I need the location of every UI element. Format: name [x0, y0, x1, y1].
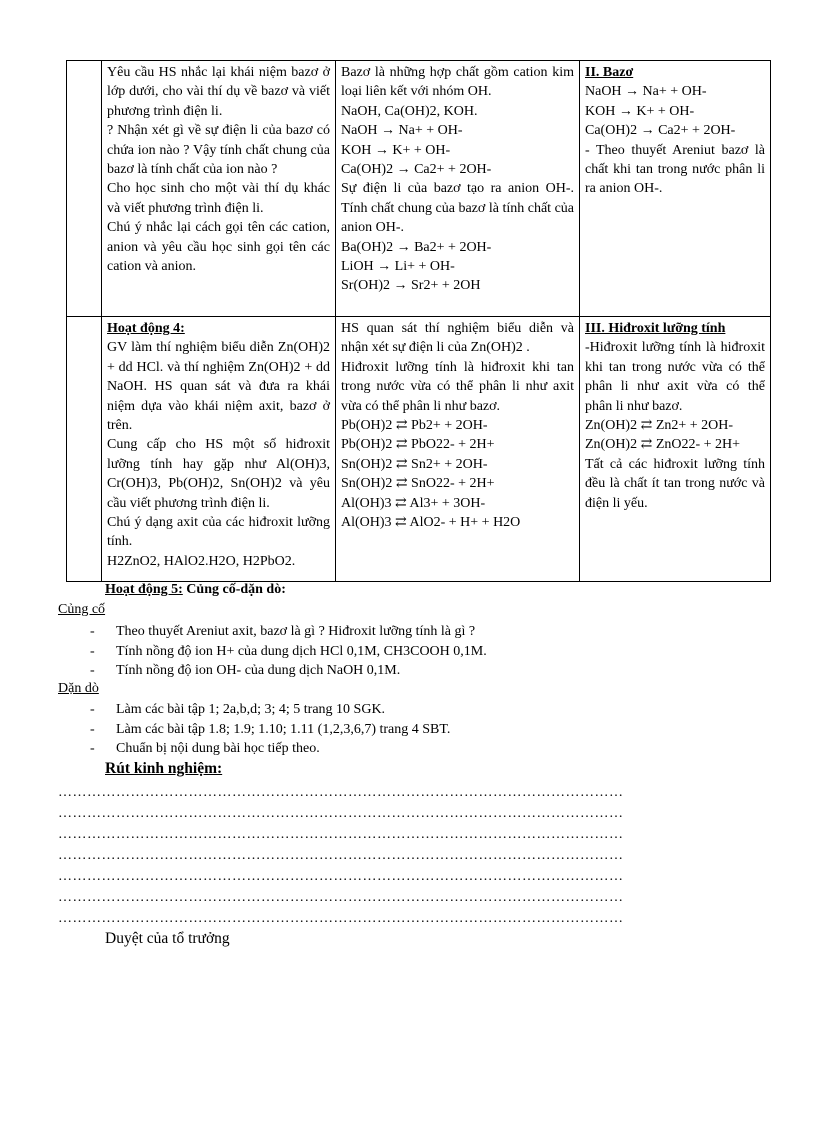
student-paragraph: HS quan sát thí nghiệm biểu diễn và nhận xét sự điện li của Zn(OH)2 . — [341, 321, 574, 356]
equation: Pb(OH)2 ⇄ Pb2+ + 2OH- — [341, 418, 488, 434]
consolidate-heading: Củng cố — [58, 602, 106, 617]
list-item: - Làm các bài tập 1.8; 1.9; 1.10; 1.11 (1,2,3,6,7) trang 4 SBT. — [90, 720, 450, 740]
dotted-line: ……………………………………………………………………………………………………… — [58, 911, 624, 926]
table-row — [67, 317, 771, 582]
equation: KOH → K+ + OH- — [585, 103, 695, 119]
teacher-activity-cell — [102, 317, 336, 582]
dotted-line: ……………………………………………………………………………………………………… — [58, 806, 624, 821]
equation: Ba(OH)2 → Ba2+ + 2OH- — [341, 239, 492, 255]
equation: Al(OH)3 ⇄ AlO2- + H+ + H2O — [341, 515, 521, 531]
teacher-paragraph: Cho học sinh cho một vài thí dụ khác và viết phương trình điện li. — [107, 181, 330, 216]
dotted-line: ……………………………………………………………………………………………………… — [58, 848, 624, 863]
teacher-paragraph: Yêu cầu HS nhắc lại khái niệm bazơ ở lớp dưới, cho vài thí dụ về bazơ và viết phương trình điện li. — [107, 65, 330, 119]
list-item: - Làm các bài tập 1; 2a,b,d; 3; 4; 5 trang 10 SGK. — [90, 700, 450, 720]
equation: LiOH → Li+ + OH- — [341, 259, 455, 275]
equation: NaOH → Na+ + OH- — [341, 123, 463, 139]
equation: Sr(OH)2 → Sr2+ + 2OH — [341, 278, 481, 294]
equation: Sn(OH)2 ⇄ Sn2+ + 2OH- — [341, 456, 488, 472]
approval-text: Duyệt của tổ trưởng — [105, 930, 230, 947]
list-item: - Chuẩn bị nội dung bài học tiếp theo. — [90, 739, 450, 759]
lesson-table — [66, 60, 771, 582]
activity-5-heading — [105, 582, 286, 598]
student-activity-cell — [336, 317, 580, 582]
empty-cell — [67, 317, 102, 582]
dotted-line: ……………………………………………………………………………………………………… — [58, 869, 624, 884]
activity-5-text: Củng cố-dặn dò: — [186, 582, 286, 597]
teacher-paragraph: ? Nhận xét gì về sự điện li của bazơ có chứa ion nào ? Vậy tính chất chung của bazơ là tính chất của ion nào ? — [107, 123, 330, 178]
activity-title: Hoạt động 4: — [107, 321, 185, 336]
equation: Al(OH)3 ⇄ Al3+ + 3OH- — [341, 495, 486, 511]
content-cell — [580, 317, 771, 582]
list-item: - Tính nồng độ ion OH- của dung dịch NaOH 0,1M. — [90, 661, 487, 681]
experience-heading: Rút kinh nghiệm: — [105, 760, 223, 777]
equation: Zn(OH)2 ⇄ Zn2+ + 2OH- — [585, 418, 734, 434]
homework-heading: Dặn dò — [58, 681, 99, 696]
consolidate-list — [90, 622, 487, 681]
student-paragraph: Bazơ là những hợp chất gồm cation kim loại liên kết với nhóm OH. — [341, 65, 574, 100]
empty-cell — [67, 61, 102, 317]
definition: -Hiđroxit lưỡng tính là hiđroxit khi tan trong nước vừa có thể phân li như axit vừa có thể phân li như bazơ. — [585, 340, 765, 414]
dotted-line: ……………………………………………………………………………………………………… — [58, 785, 624, 800]
equation: Ca(OH)2 → Ca2+ + 2OH- — [585, 123, 736, 139]
equation: KOH → K+ + OH- — [341, 142, 451, 158]
table-row — [67, 61, 771, 317]
student-paragraph: Hiđroxit lưỡng tính là hiđroxit khi tan trong nước vừa có thể phân li như axit vừa có thể phân li như bazơ. — [341, 359, 574, 414]
list-item: - Theo thuyết Areniut axit, bazơ là gì ? Hiđroxit lưỡng tính là gì ? — [90, 622, 487, 642]
student-paragraph: Sự điện li của bazơ tạo ra anion OH-. Tính chất chung của bazơ là tính chất của anion OH-. — [341, 181, 574, 236]
equation: Ca(OH)2 → Ca2+ + 2OH- — [341, 162, 492, 178]
equation: Sn(OH)2 ⇄ SnO22- + 2H+ — [341, 476, 495, 492]
teacher-paragraph: Chú ý dạng axit của các hiđroxit lưỡng tính. — [107, 515, 330, 550]
equation: Zn(OH)2 ⇄ ZnO22- + 2H+ — [585, 437, 741, 453]
section-title: II. Bazơ — [585, 65, 634, 80]
teacher-paragraph: Chú ý nhắc lại cách gọi tên các cation, anion và yêu cầu học sinh gọi tên các cation và anion. — [107, 220, 330, 275]
list-item: - Tính nồng độ ion H+ của dung dịch HCl 0,1M, CH3COOH 0,1M. — [90, 642, 487, 662]
teacher-paragraph: Cung cấp cho HS một số hiđroxit lưỡng tính hay gặp như Al(OH)3, Cr(OH)3, Pb(OH)2, Sn(OH)2 và yêu cầu viết phương trình điện li. — [107, 437, 330, 511]
teacher-paragraph: H2ZnO2, HAlO2.H2O, H2PbO2. — [107, 553, 296, 569]
dotted-line: ……………………………………………………………………………………………………… — [58, 890, 624, 905]
content-cell — [580, 61, 771, 317]
teacher-activity-cell — [102, 61, 336, 317]
definition: - Theo thuyết Areniut bazơ là chất khi tan trong nước phân li ra anion OH-. — [585, 142, 765, 197]
student-activity-cell — [336, 61, 580, 317]
homework-list — [90, 700, 450, 759]
equation: NaOH → Na+ + OH- — [585, 84, 707, 100]
conclusion: Tất cả các hiđroxit lưỡng tính đều là chất ít tan trong nước và điện li yếu. — [585, 456, 765, 511]
teacher-paragraph: GV làm thí nghiệm biểu diễn Zn(OH)2 + dd HCl. và thí nghiệm Zn(OH)2 + dd NaOH. HS quan sát và đưa ra khái niệm dựa vào khái niệm axit, bazơ ở trên. — [107, 340, 330, 434]
activity-5-label: Hoạt động 5: — [105, 582, 183, 597]
section-title: III. Hiđroxit lưỡng tính — [585, 321, 726, 336]
experience-lines — [58, 782, 758, 929]
dotted-line: ……………………………………………………………………………………………………… — [58, 827, 624, 842]
equation: NaOH, Ca(OH)2, KOH. — [341, 103, 478, 119]
equation: Pb(OH)2 ⇄ PbO22- + 2H+ — [341, 437, 495, 453]
